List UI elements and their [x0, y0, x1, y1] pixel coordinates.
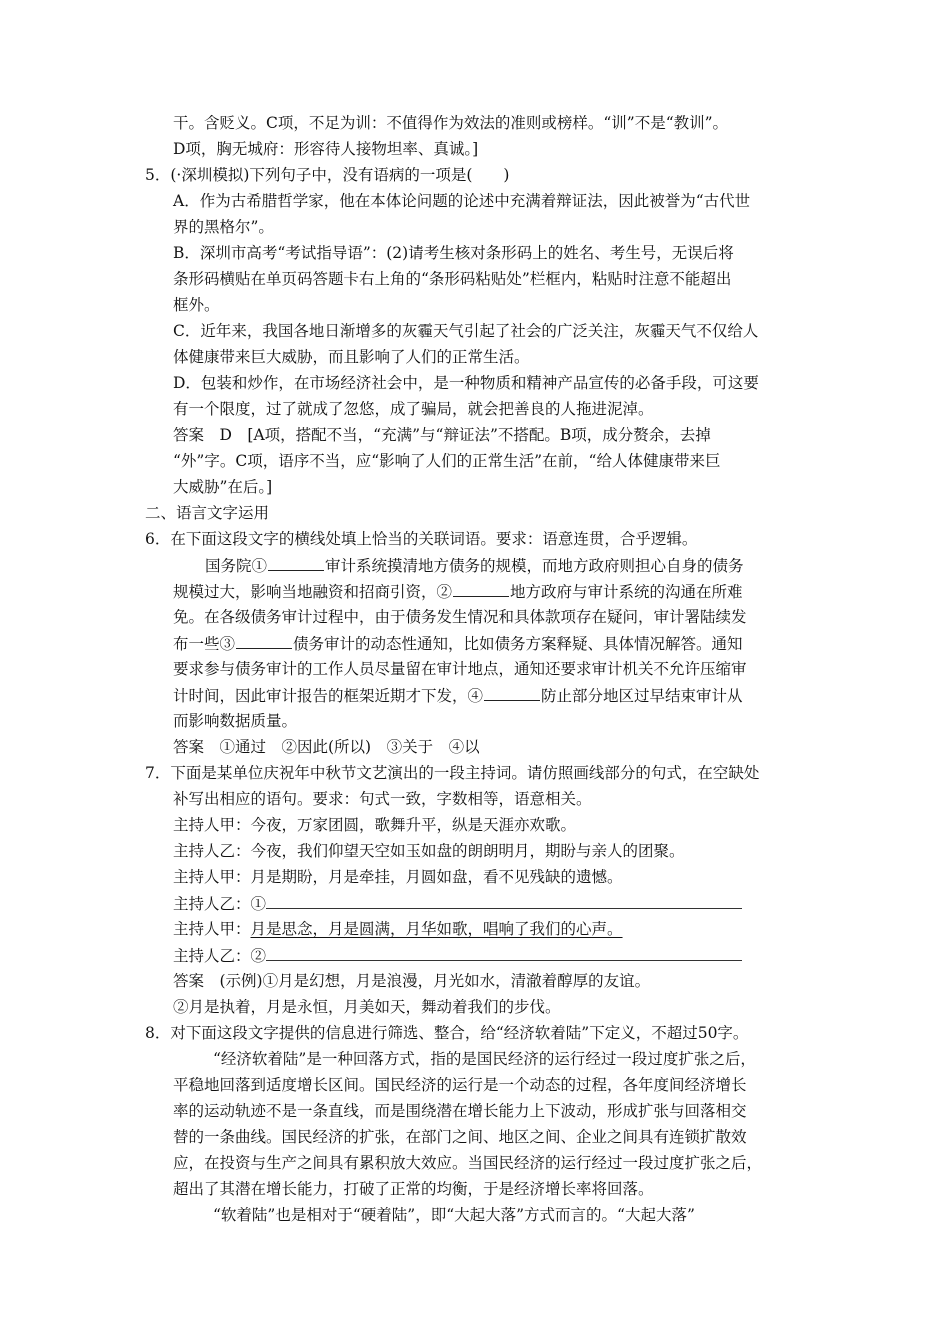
q5-option-b: B．深圳市高考“考试指导语”：(2)请考生核对条形码上的姓名、考生号，无误后将: [173, 244, 734, 262]
q7-host-line: 主持人乙：今夜，我们仰望天空如玉如盘的朗朗明月，期盼与亲人的团聚。: [173, 842, 685, 860]
q6-passage-line: 免。在各级债务审计过程中，由于债务发生情况和具体款项存在疑问，审计署陆续发: [173, 608, 747, 626]
q6-passage-line: [0, 630, 950, 656]
q5-option-d: D．包装和炒作，在市场经济社会中，是一种物质和精神产品宣传的必备手段，可这要: [173, 374, 759, 392]
q6-text: 国务院①: [205, 557, 268, 575]
q5-stem: 5．(·深圳模拟)下列句子中，没有语病的一项是( ): [145, 166, 510, 184]
q8-passage-line: 超出了其潜在增长能力，打破了正常的均衡，于是经济增长率将回落。: [173, 1180, 654, 1198]
q6-passage-line: [0, 552, 950, 578]
fill-blank-4[interactable]: [484, 682, 540, 701]
q7-stem: 7．下面是某单位庆祝年中秋节文艺演出的一段主持词。请仿照画线部分的句式，在空缺处: [145, 764, 760, 782]
q7-text: 主持人甲：: [173, 920, 251, 938]
q5-option-a-cont: 界的黑格尔”。: [173, 218, 274, 236]
q6-text: 规模过大，影响当地融资和招商引资，②: [173, 583, 453, 601]
q8-passage-line: “软着陆”也是相对于“硬着陆”，即“大起大落”方式而言的。“大起大落”: [213, 1206, 695, 1224]
fill-blank-3[interactable]: [236, 630, 292, 649]
q7-answer-cont: ②月是执着，月是永恒，月美如天，舞动着我们的步伐。: [173, 998, 561, 1016]
q6-passage-line: [0, 682, 950, 708]
q6-text: 布一些③: [173, 635, 236, 653]
fill-blank-1[interactable]: [268, 552, 324, 571]
answer-line-2[interactable]: [266, 942, 742, 961]
q7-host-line: [0, 916, 950, 942]
answer-line-1[interactable]: [266, 890, 742, 909]
underlined-model-sentence: 月是思念，月是圆满，月华如歌，唱响了我们的心声。: [250, 920, 623, 938]
q8-passage-line: 替的一条曲线。国民经济的扩张，在部门之间、地区之间、企业之间具有连锁扩散效: [173, 1128, 747, 1146]
q6-stem: 6．在下面这段文字的横线处填上恰当的关联词语。要求：语意连贯，合乎逻辑。: [145, 530, 698, 548]
q6-text: 地方政府与审计系统的沟通在所难: [510, 583, 743, 601]
q5-answer: 答案 D [A项，搭配不当，“充满”与“辩证法”不搭配。B项，成分赘余，去掉: [173, 426, 711, 444]
q7-stem-cont: 补写出相应的语句。要求：句式一致，字数相等，语意相关。: [173, 790, 592, 808]
q5-answer-cont: 大威胁”在后。]: [173, 478, 273, 496]
q5-option-c: C．近年来，我国各地日渐增多的灰霾天气引起了社会的广泛关注，灰霾天气不仅给人: [173, 322, 759, 340]
q4-explanation-line: 干。含贬义。C项，不足为训：不值得作为效法的准则或榜样。“训”不是“教训”。: [173, 114, 729, 132]
document-page: [0, 110, 950, 1228]
q7-answer: 答案 (示例)①月是幻想，月是浪漫，月光如水，清澈着醇厚的友谊。: [173, 972, 651, 990]
section-heading: 二、语言文字运用: [145, 504, 270, 522]
q5-option-b-cont: 框外。: [173, 296, 220, 314]
q8-stem: 8．对下面这段文字提供的信息进行筛选、整合，给“经济软着陆”下定义，不超过50字。: [145, 1024, 749, 1042]
q6-passage-line: [0, 578, 950, 604]
q5-option-b-cont: 条形码横贴在单页码答题卡右上角的“条形码粘贴处”栏框内，粘贴时注意不能超出: [173, 270, 732, 288]
q5-answer-cont: “外”字。C项，语序不当，应“影响了人们的正常生活”在前，“给人体健康带来巨: [173, 452, 721, 470]
q7-host-line: 主持人甲：今夜，万家团圆，歌舞升平，纵是天涯亦欢歌。: [173, 816, 577, 834]
q5-option-a: A．作为古希腊哲学家，他在本体论问题的论述中充满着辩证法，因此被誉为“古代世: [173, 192, 751, 210]
q6-answer: 答案 ①通过 ②因此(所以) ③关于 ④以: [173, 738, 480, 756]
q5-option-d-cont: 有一个限度，过了就成了忽悠，成了骗局，就会把善良的人拖进泥淖。: [173, 400, 654, 418]
q4-explanation-line: D项，胸无城府：形容待人接物坦率、真诚。]: [173, 140, 479, 158]
q6-text: 防止部分地区过早结束审计从: [541, 687, 743, 705]
q8-passage-line: 率的运动轨迹不是一条直线，而是围绕潜在增长能力上下波动，形成扩张与回落相交: [173, 1102, 747, 1120]
q7-host-line: [0, 890, 950, 916]
q6-text: 计时间，因此审计报告的框架近期才下发，④: [173, 687, 484, 705]
fill-blank-2[interactable]: [453, 578, 509, 597]
q6-text: 审计系统摸清地方债务的规模，而地方政府则担心自身的债务: [325, 557, 744, 575]
q6-passage-line: 而影响数据质量。: [173, 712, 298, 730]
q5-option-c-cont: 体健康带来巨大威胁，而且影响了人们的正常生活。: [173, 348, 530, 366]
q7-host-line: [0, 942, 950, 968]
q7-host-line: 主持人甲：月是期盼，月是牵挂，月圆如盘，看不见残缺的遗憾。: [173, 868, 623, 886]
q7-text: 主持人乙：②: [173, 947, 267, 965]
q6-text: 债务审计的动态性通知，比如债务方案释疑、具体情况解答。通知: [293, 635, 743, 653]
q8-passage-line: 应，在投资与生产之间具有累积放大效应。当国民经济的运行经过一段过度扩张之后，: [173, 1154, 763, 1172]
q8-passage-line: “经济软着陆”是一种回落方式，指的是国民经济的运行经过一段过度扩张之后，: [213, 1050, 756, 1068]
q8-passage-line: 平稳地回落到适度增长区间。国民经济的运行是一个动态的过程，各年度间经济增长: [173, 1076, 747, 1094]
q6-passage-line: 要求参与债务审计的工作人员尽量留在审计地点，通知还要求审计机关不允许压缩审: [173, 660, 747, 678]
q7-text: 主持人乙：①: [173, 895, 267, 913]
